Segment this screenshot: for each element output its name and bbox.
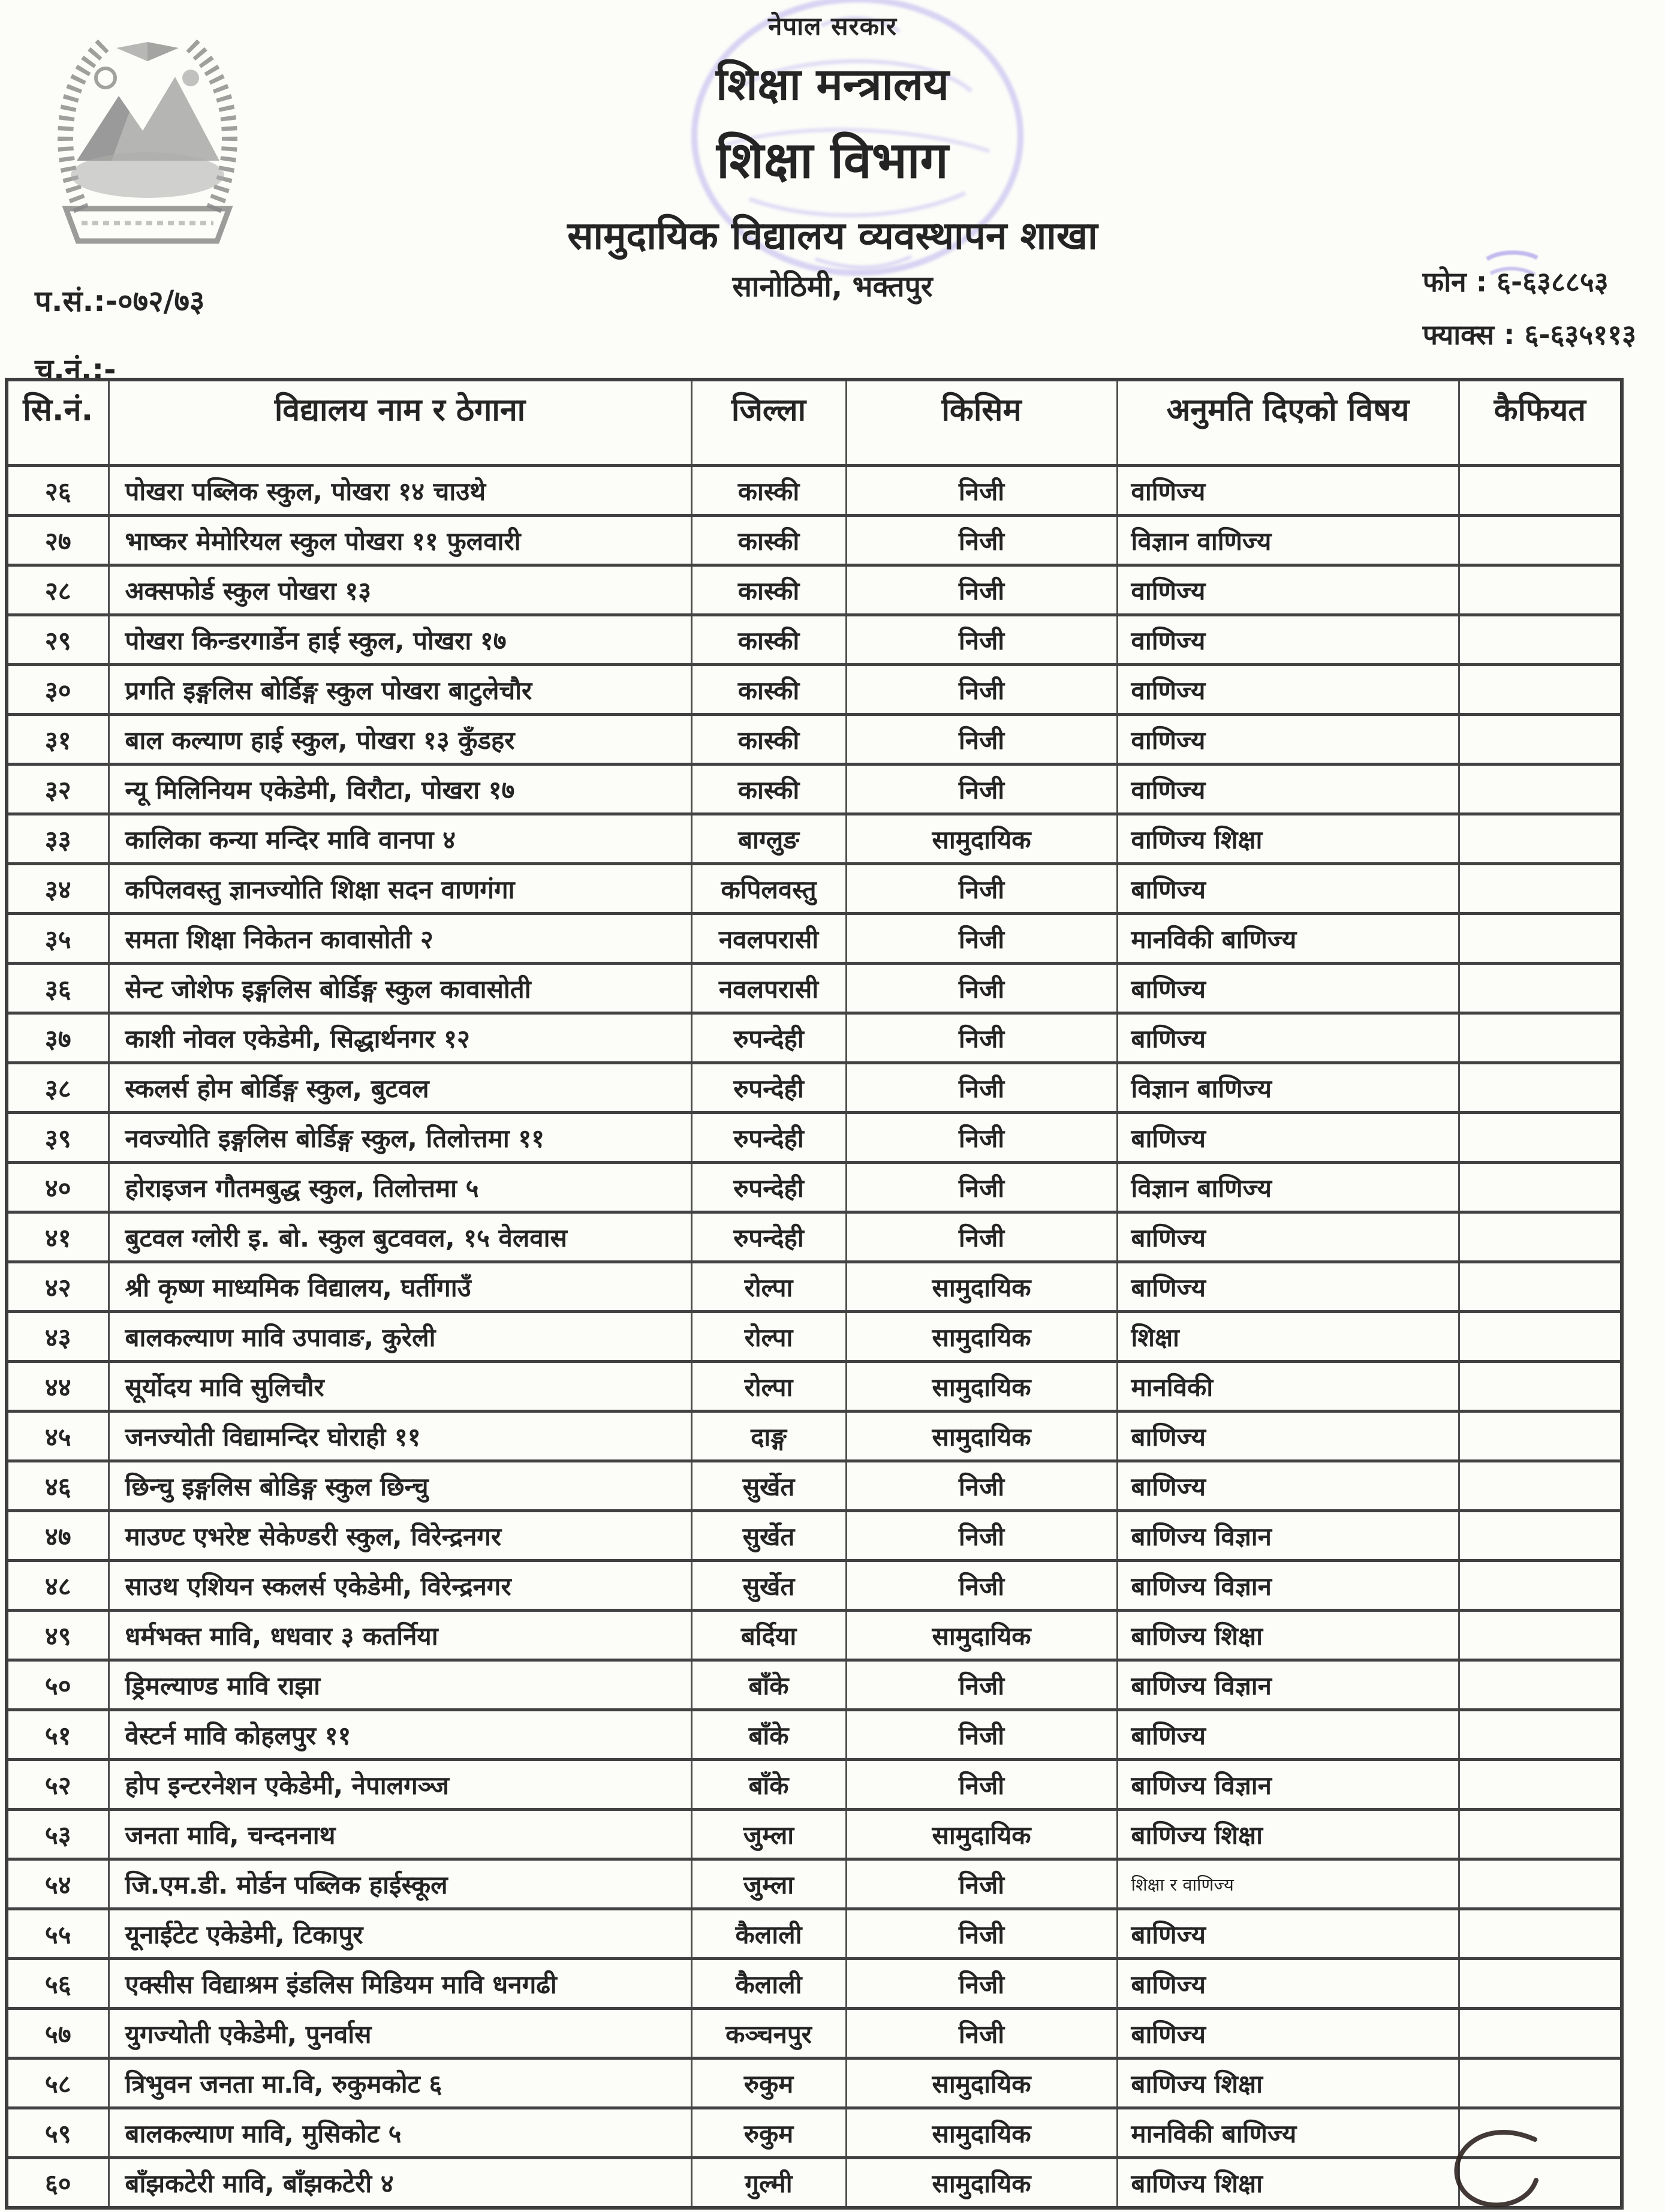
school-cell: बुटवल ग्लोरी इ. बो. स्कुल बुटववल, १५ वेलवास bbox=[109, 1212, 691, 1262]
subject-cell: बाणिज्य शिक्षा bbox=[1117, 1611, 1459, 1660]
subject-cell: वाणिज्य bbox=[1117, 466, 1459, 516]
remark-cell bbox=[1459, 1312, 1622, 1362]
district-cell: कास्की bbox=[691, 565, 846, 615]
remark-cell bbox=[1459, 1959, 1622, 2009]
phone-number: फोन : ६-६३८८५३ bbox=[1422, 266, 1609, 298]
district-cell: नवलपरासी bbox=[691, 964, 846, 1013]
table-row bbox=[7, 1212, 1622, 1262]
subject-cell: बाणिज्य विज्ञान bbox=[1117, 1561, 1459, 1611]
remark-cell bbox=[1459, 864, 1622, 914]
school-cell: स्कलर्स होम बोर्डिङ्ग स्कुल, बुटवल bbox=[109, 1063, 691, 1113]
remark-cell bbox=[1459, 1412, 1622, 1461]
table-row bbox=[7, 1511, 1622, 1561]
serial-cell: ५९ bbox=[7, 2108, 109, 2158]
district-cell: कैलाली bbox=[691, 1909, 846, 1959]
remark-cell bbox=[1459, 715, 1622, 765]
table-row bbox=[7, 964, 1622, 1013]
table-row bbox=[7, 1362, 1622, 1412]
type-cell: निजी bbox=[846, 765, 1117, 814]
subject-cell: विज्ञान बाणिज्य bbox=[1117, 1163, 1459, 1212]
remark-cell bbox=[1459, 1760, 1622, 1810]
table-row bbox=[7, 1561, 1622, 1611]
district-cell: रुपन्देही bbox=[691, 1063, 846, 1113]
subject-cell: बाणिज्य bbox=[1117, 1262, 1459, 1312]
school-cell: होराइजन गौतमबुद्ध स्कुल, तिलोत्तमा ५ bbox=[109, 1163, 691, 1212]
type-cell: निजी bbox=[846, 1859, 1117, 1909]
schools-table bbox=[5, 378, 1624, 2210]
district-cell: रुपन्देही bbox=[691, 1163, 846, 1212]
district-cell: सुर्खेत bbox=[691, 1511, 846, 1561]
remark-cell bbox=[1459, 665, 1622, 715]
contact-block bbox=[1423, 263, 1636, 353]
serial-cell: ३७ bbox=[7, 1013, 109, 1063]
serial-cell: ४६ bbox=[7, 1461, 109, 1511]
serial-cell: ५७ bbox=[7, 2009, 109, 2058]
table-row bbox=[7, 814, 1622, 864]
serial-cell: ४३ bbox=[7, 1312, 109, 1362]
school-cell: अक्सफोर्ड स्कुल पोखरा १३ bbox=[109, 565, 691, 615]
serial-cell: २८ bbox=[7, 565, 109, 615]
column-header-district: जिल्ला bbox=[691, 380, 846, 466]
table-row bbox=[7, 466, 1622, 516]
subject-cell: बाणिज्य शिक्षा bbox=[1117, 2158, 1459, 2208]
serial-cell: ४९ bbox=[7, 1611, 109, 1660]
type-cell: निजी bbox=[846, 1760, 1117, 1810]
school-cell: ड्रिमल्याण्ड मावि राझा bbox=[109, 1660, 691, 1710]
district-cell: जुम्ला bbox=[691, 1859, 846, 1909]
school-cell: धर्मभक्त मावि, धधवार ३ कतर्निया bbox=[109, 1611, 691, 1660]
district-cell: सुर्खेत bbox=[691, 1461, 846, 1511]
table-row bbox=[7, 2108, 1622, 2158]
column-header-school: विद्यालय नाम र ठेगाना bbox=[109, 380, 691, 466]
school-cell: वेस्टर्न मावि कोहलपुर ११ bbox=[109, 1710, 691, 1760]
table-row bbox=[7, 1660, 1622, 1710]
serial-cell: ५८ bbox=[7, 2058, 109, 2108]
serial-cell: ६० bbox=[7, 2158, 109, 2208]
remark-cell bbox=[1459, 2058, 1622, 2108]
type-cell: निजी bbox=[846, 1710, 1117, 1760]
serial-cell: ४५ bbox=[7, 1412, 109, 1461]
subject-cell: मानविकी बाणिज्य bbox=[1117, 2108, 1459, 2158]
type-cell: निजी bbox=[846, 715, 1117, 765]
serial-cell: ४४ bbox=[7, 1362, 109, 1412]
table-row bbox=[7, 615, 1622, 665]
school-cell: बाल कल्याण हाई स्कुल, पोखरा १३ कुँडहर bbox=[109, 715, 691, 765]
serial-cell: २९ bbox=[7, 615, 109, 665]
table-row bbox=[7, 1163, 1622, 1212]
serial-cell: ३२ bbox=[7, 765, 109, 814]
serial-cell: ५२ bbox=[7, 1760, 109, 1810]
district-cell: बाँके bbox=[691, 1660, 846, 1710]
type-cell: निजी bbox=[846, 864, 1117, 914]
table-row bbox=[7, 1859, 1622, 1909]
subject-cell: बाणिज्य bbox=[1117, 964, 1459, 1013]
district-cell: बाग्लुङ bbox=[691, 814, 846, 864]
table-row bbox=[7, 565, 1622, 615]
subject-cell: बाणिज्य bbox=[1117, 1710, 1459, 1760]
district-cell: कास्की bbox=[691, 466, 846, 516]
type-cell: निजी bbox=[846, 615, 1117, 665]
subject-cell: बाणिज्य bbox=[1117, 1959, 1459, 2009]
type-cell: सामुदायिक bbox=[846, 1412, 1117, 1461]
school-cell: माउण्ट एभरेष्ट सेकेण्डरी स्कुल, विरेन्द्रनगर bbox=[109, 1511, 691, 1561]
serial-cell: ५० bbox=[7, 1660, 109, 1710]
remark-cell bbox=[1459, 765, 1622, 814]
district-cell: कैलाली bbox=[691, 1959, 846, 2009]
serial-cell: ४२ bbox=[7, 1262, 109, 1312]
column-header-remarks: कैफियत bbox=[1459, 380, 1622, 466]
table-row bbox=[7, 715, 1622, 765]
table-body bbox=[7, 466, 1622, 2208]
serial-cell: ३९ bbox=[7, 1113, 109, 1163]
subject-cell: वाणिज्य bbox=[1117, 565, 1459, 615]
type-cell: सामुदायिक bbox=[846, 2158, 1117, 2208]
pen-mark-artifact bbox=[1440, 2123, 1548, 2211]
serial-cell: ३३ bbox=[7, 814, 109, 864]
remark-cell bbox=[1459, 615, 1622, 665]
letterhead bbox=[0, 8, 1665, 305]
remark-cell bbox=[1459, 1461, 1622, 1511]
subject-cell: बाणिज्य bbox=[1117, 1212, 1459, 1262]
serial-cell: २६ bbox=[7, 466, 109, 516]
serial-cell: ५६ bbox=[7, 1959, 109, 2009]
type-cell: सामुदायिक bbox=[846, 1611, 1117, 1660]
remark-cell bbox=[1459, 1113, 1622, 1163]
serial-cell: २७ bbox=[7, 516, 109, 565]
serial-cell: ३६ bbox=[7, 964, 109, 1013]
table-row bbox=[7, 1312, 1622, 1362]
table-row bbox=[7, 1710, 1622, 1760]
remark-cell bbox=[1459, 466, 1622, 516]
ministry-title: शिक्षा मन्त्रालय bbox=[716, 59, 949, 110]
dispatch-number: च.नं.:- bbox=[35, 353, 116, 387]
remark-cell bbox=[1459, 1611, 1622, 1660]
table-row bbox=[7, 2158, 1622, 2208]
subject-cell: बाणिज्य शिक्षा bbox=[1117, 1810, 1459, 1859]
type-cell: निजी bbox=[846, 1163, 1117, 1212]
type-cell: निजी bbox=[846, 665, 1117, 715]
serial-cell: ४१ bbox=[7, 1212, 109, 1262]
type-cell: निजी bbox=[846, 1212, 1117, 1262]
table-row bbox=[7, 765, 1622, 814]
serial-cell: ५१ bbox=[7, 1710, 109, 1760]
subject-cell: शिक्षा bbox=[1117, 1312, 1459, 1362]
serial-cell: ४७ bbox=[7, 1511, 109, 1561]
column-header-type: किसिम bbox=[846, 380, 1117, 466]
school-cell: श्री कृष्ण माध्यमिक विद्यालय, घर्तीगाउँ bbox=[109, 1262, 691, 1312]
type-cell: निजी bbox=[846, 1561, 1117, 1611]
school-cell: सूर्योदय मावि सुलिचौर bbox=[109, 1362, 691, 1412]
school-cell: बालकल्याण मावि, मुसिकोट ५ bbox=[109, 2108, 691, 2158]
school-cell: भाष्कर मेमोरियल स्कुल पोखरा ११ फुलवारी bbox=[109, 516, 691, 565]
remark-cell bbox=[1459, 914, 1622, 964]
district-cell: दाङ्ग bbox=[691, 1412, 846, 1461]
subject-cell: बाणिज्य शिक्षा bbox=[1117, 2058, 1459, 2108]
subject-cell: वाणिज्य bbox=[1117, 715, 1459, 765]
remark-cell bbox=[1459, 1660, 1622, 1710]
remark-cell bbox=[1459, 1212, 1622, 1262]
district-cell: रुपन्देही bbox=[691, 1013, 846, 1063]
office-location: सानोठिमी, भक्तपुर bbox=[732, 270, 933, 303]
reference-block bbox=[35, 281, 204, 389]
school-cell: युगज्योती एकेडेमी, पुनर्वास bbox=[109, 2009, 691, 2058]
type-cell: सामुदायिक bbox=[846, 2058, 1117, 2108]
remark-cell bbox=[1459, 1063, 1622, 1113]
fax-number: फ्याक्स : ६-६३५११३ bbox=[1422, 318, 1636, 351]
column-header-serial: सि.नं. bbox=[7, 380, 109, 466]
type-cell: निजी bbox=[846, 2009, 1117, 2058]
subject-cell: मानविकी बाणिज्य bbox=[1117, 914, 1459, 964]
type-cell: निजी bbox=[846, 1959, 1117, 2009]
table-row bbox=[7, 1959, 1622, 2009]
district-cell: बाँके bbox=[691, 1760, 846, 1810]
remark-cell bbox=[1459, 1810, 1622, 1859]
subject-cell: बाणिज्य विज्ञान bbox=[1117, 1760, 1459, 1810]
district-cell: रोल्पा bbox=[691, 1312, 846, 1362]
type-cell: निजी bbox=[846, 1511, 1117, 1561]
table-row bbox=[7, 2009, 1622, 2058]
remark-cell bbox=[1459, 1262, 1622, 1312]
school-cell: समता शिक्षा निकेतन कावासोती २ bbox=[109, 914, 691, 964]
school-cell: छिन्चु इङ्गलिस बोडिङ्ग स्कुल छिन्चु bbox=[109, 1461, 691, 1511]
subject-cell: वाणिज्य शिक्षा bbox=[1117, 814, 1459, 864]
district-cell: कास्की bbox=[691, 615, 846, 665]
district-cell: बाँके bbox=[691, 1710, 846, 1760]
district-cell: रोल्पा bbox=[691, 1362, 846, 1412]
remark-cell bbox=[1459, 1013, 1622, 1063]
type-cell: निजी bbox=[846, 1909, 1117, 1959]
district-cell: नवलपरासी bbox=[691, 914, 846, 964]
table-row bbox=[7, 1113, 1622, 1163]
serial-cell: ३१ bbox=[7, 715, 109, 765]
district-cell: जुम्ला bbox=[691, 1810, 846, 1859]
school-cell: साउथ एशियन स्कलर्स एकेडेमी, विरेन्द्रनगर bbox=[109, 1561, 691, 1611]
subject-cell: विज्ञान बाणिज्य bbox=[1117, 1063, 1459, 1113]
type-cell: निजी bbox=[846, 1013, 1117, 1063]
table-row bbox=[7, 1760, 1622, 1810]
table-row bbox=[7, 1611, 1622, 1660]
school-cell: कालिका कन्या मन्दिर मावि वानपा ४ bbox=[109, 814, 691, 864]
remark-cell bbox=[1459, 1163, 1622, 1212]
district-cell: कास्की bbox=[691, 516, 846, 565]
serial-cell: ५४ bbox=[7, 1859, 109, 1909]
subject-cell: बाणिज्य bbox=[1117, 1909, 1459, 1959]
district-cell: रुपन्देही bbox=[691, 1212, 846, 1262]
district-cell: सुर्खेत bbox=[691, 1561, 846, 1611]
subject-cell: विज्ञान वाणिज्य bbox=[1117, 516, 1459, 565]
school-cell: सेन्ट जोशेफ इङ्गलिस बोर्डिङ्ग स्कुल कावासोती bbox=[109, 964, 691, 1013]
subject-cell: बाणिज्य bbox=[1117, 2009, 1459, 2058]
type-cell: सामुदायिक bbox=[846, 814, 1117, 864]
district-cell: रुकुम bbox=[691, 2058, 846, 2108]
district-cell: रुकुम bbox=[691, 2108, 846, 2158]
remark-cell bbox=[1459, 565, 1622, 615]
serial-cell: ३८ bbox=[7, 1063, 109, 1113]
type-cell: सामुदायिक bbox=[846, 1810, 1117, 1859]
serial-cell: ३५ bbox=[7, 914, 109, 964]
serial-cell: ५३ bbox=[7, 1810, 109, 1859]
government-title: नेपाल सरकार bbox=[767, 11, 898, 41]
subject-cell: बाणिज्य bbox=[1117, 864, 1459, 914]
type-cell: सामुदायिक bbox=[846, 1312, 1117, 1362]
district-cell: रोल्पा bbox=[691, 1262, 846, 1312]
table-row bbox=[7, 1262, 1622, 1312]
table-row bbox=[7, 1013, 1622, 1063]
department-title: शिक्षा विभाग bbox=[716, 131, 949, 189]
district-cell: कास्की bbox=[691, 715, 846, 765]
table-row bbox=[7, 1810, 1622, 1859]
type-cell: निजी bbox=[846, 964, 1117, 1013]
district-cell: गुल्मी bbox=[691, 2158, 846, 2208]
remark-cell bbox=[1459, 1859, 1622, 1909]
school-cell: यूनाईटेट एकेडेमी, टिकापुर bbox=[109, 1909, 691, 1959]
school-cell: जनता मावि, चन्दननाथ bbox=[109, 1810, 691, 1859]
district-cell: कञ्चनपुर bbox=[691, 2009, 846, 2058]
serial-cell: ५५ bbox=[7, 1909, 109, 1959]
remark-cell bbox=[1459, 516, 1622, 565]
school-cell: बाँझकटेरी मावि, बाँझकटेरी ४ bbox=[109, 2158, 691, 2208]
subject-cell: बाणिज्य bbox=[1117, 1461, 1459, 1511]
remark-cell bbox=[1459, 964, 1622, 1013]
district-cell: रुपन्देही bbox=[691, 1113, 846, 1163]
school-cell: होप इन्टरनेशन एकेडेमी, नेपालगञ्ज bbox=[109, 1760, 691, 1810]
remark-cell bbox=[1459, 1710, 1622, 1760]
table-row bbox=[7, 914, 1622, 964]
serial-cell: ३४ bbox=[7, 864, 109, 914]
district-cell: कपिलवस्तु bbox=[691, 864, 846, 914]
district-cell: बर्दिया bbox=[691, 1611, 846, 1660]
column-header-subject: अनुमति दिएको विषय bbox=[1117, 380, 1459, 466]
subject-cell: बाणिज्य bbox=[1117, 1113, 1459, 1163]
table-row bbox=[7, 516, 1622, 565]
table-row bbox=[7, 864, 1622, 914]
table-row bbox=[7, 2058, 1622, 2108]
table-row bbox=[7, 665, 1622, 715]
school-cell: बालकल्याण मावि उपावाङ, कुरेली bbox=[109, 1312, 691, 1362]
subject-cell: बाणिज्य bbox=[1117, 1412, 1459, 1461]
subject-cell: बाणिज्य विज्ञान bbox=[1117, 1511, 1459, 1561]
school-cell: एक्सीस विद्याश्रम इंडलिस मिडियम मावि धनगढी bbox=[109, 1959, 691, 2009]
type-cell: निजी bbox=[846, 466, 1117, 516]
school-cell: त्रिभुवन जनता मा.वि, रुकुमकोट ६ bbox=[109, 2058, 691, 2108]
subject-cell: बाणिज्य bbox=[1117, 1013, 1459, 1063]
serial-cell: ४० bbox=[7, 1163, 109, 1212]
remark-cell bbox=[1459, 814, 1622, 864]
subject-cell: वाणिज्य bbox=[1117, 665, 1459, 715]
remark-cell bbox=[1459, 1561, 1622, 1611]
subject-cell: मानविकी bbox=[1117, 1362, 1459, 1412]
letter-number: प.सं.:-०७२/७३ bbox=[35, 284, 205, 318]
serial-cell: ३० bbox=[7, 665, 109, 715]
type-cell: सामुदायिक bbox=[846, 1362, 1117, 1412]
branch-title: सामुदायिक विद्यालय व्यवस्थापन शाखा bbox=[567, 214, 1098, 258]
school-cell: कपिलवस्तु ज्ञानज्योति शिक्षा सदन वाणगंगा bbox=[109, 864, 691, 914]
type-cell: निजी bbox=[846, 1461, 1117, 1511]
type-cell: सामुदायिक bbox=[846, 1262, 1117, 1312]
subject-cell: वाणिज्य bbox=[1117, 765, 1459, 814]
type-cell: सामुदायिक bbox=[846, 2108, 1117, 2158]
subject-cell: शिक्षा र वाणिज्य bbox=[1117, 1859, 1459, 1909]
table-row bbox=[7, 1461, 1622, 1511]
school-cell: पोखरा पब्लिक स्कुल, पोखरा १४ चाउथे bbox=[109, 466, 691, 516]
remark-cell bbox=[1459, 1909, 1622, 1959]
school-cell: प्रगति इङ्गलिस बोर्डिङ्ग स्कुल पोखरा बाटुलेचौर bbox=[109, 665, 691, 715]
remark-cell bbox=[1459, 1511, 1622, 1561]
type-cell: निजी bbox=[846, 1113, 1117, 1163]
type-cell: निजी bbox=[846, 516, 1117, 565]
school-cell: नवज्योति इङ्गलिस बोर्डिङ्ग स्कुल, तिलोत्तमा ११ bbox=[109, 1113, 691, 1163]
school-cell: जि.एम.डी. मोर्डन पब्लिक हाईस्कूल bbox=[109, 1859, 691, 1909]
serial-cell: ४८ bbox=[7, 1561, 109, 1611]
type-cell: निजी bbox=[846, 1063, 1117, 1113]
table-header-row bbox=[7, 380, 1622, 466]
school-cell: पोखरा किन्डरगार्डेन हाई स्कुल, पोखरा १७ bbox=[109, 615, 691, 665]
district-cell: कास्की bbox=[691, 665, 846, 715]
subject-cell: वाणिज्य bbox=[1117, 615, 1459, 665]
subject-cell: बाणिज्य विज्ञान bbox=[1117, 1660, 1459, 1710]
table-row bbox=[7, 1063, 1622, 1113]
type-cell: निजी bbox=[846, 565, 1117, 615]
table-row bbox=[7, 1909, 1622, 1959]
type-cell: निजी bbox=[846, 1660, 1117, 1710]
district-cell: कास्की bbox=[691, 765, 846, 814]
remark-cell bbox=[1459, 1362, 1622, 1412]
school-cell: न्यू मिलिनियम एकेडेमी, विरौटा, पोखरा १७ bbox=[109, 765, 691, 814]
remark-cell bbox=[1459, 2009, 1622, 2058]
type-cell: निजी bbox=[846, 914, 1117, 964]
school-cell: जनज्योती विद्यामन्दिर घोराही ११ bbox=[109, 1412, 691, 1461]
table-row bbox=[7, 1412, 1622, 1461]
school-cell: काशी नोवल एकेडेमी, सिद्धार्थनगर १२ bbox=[109, 1013, 691, 1063]
